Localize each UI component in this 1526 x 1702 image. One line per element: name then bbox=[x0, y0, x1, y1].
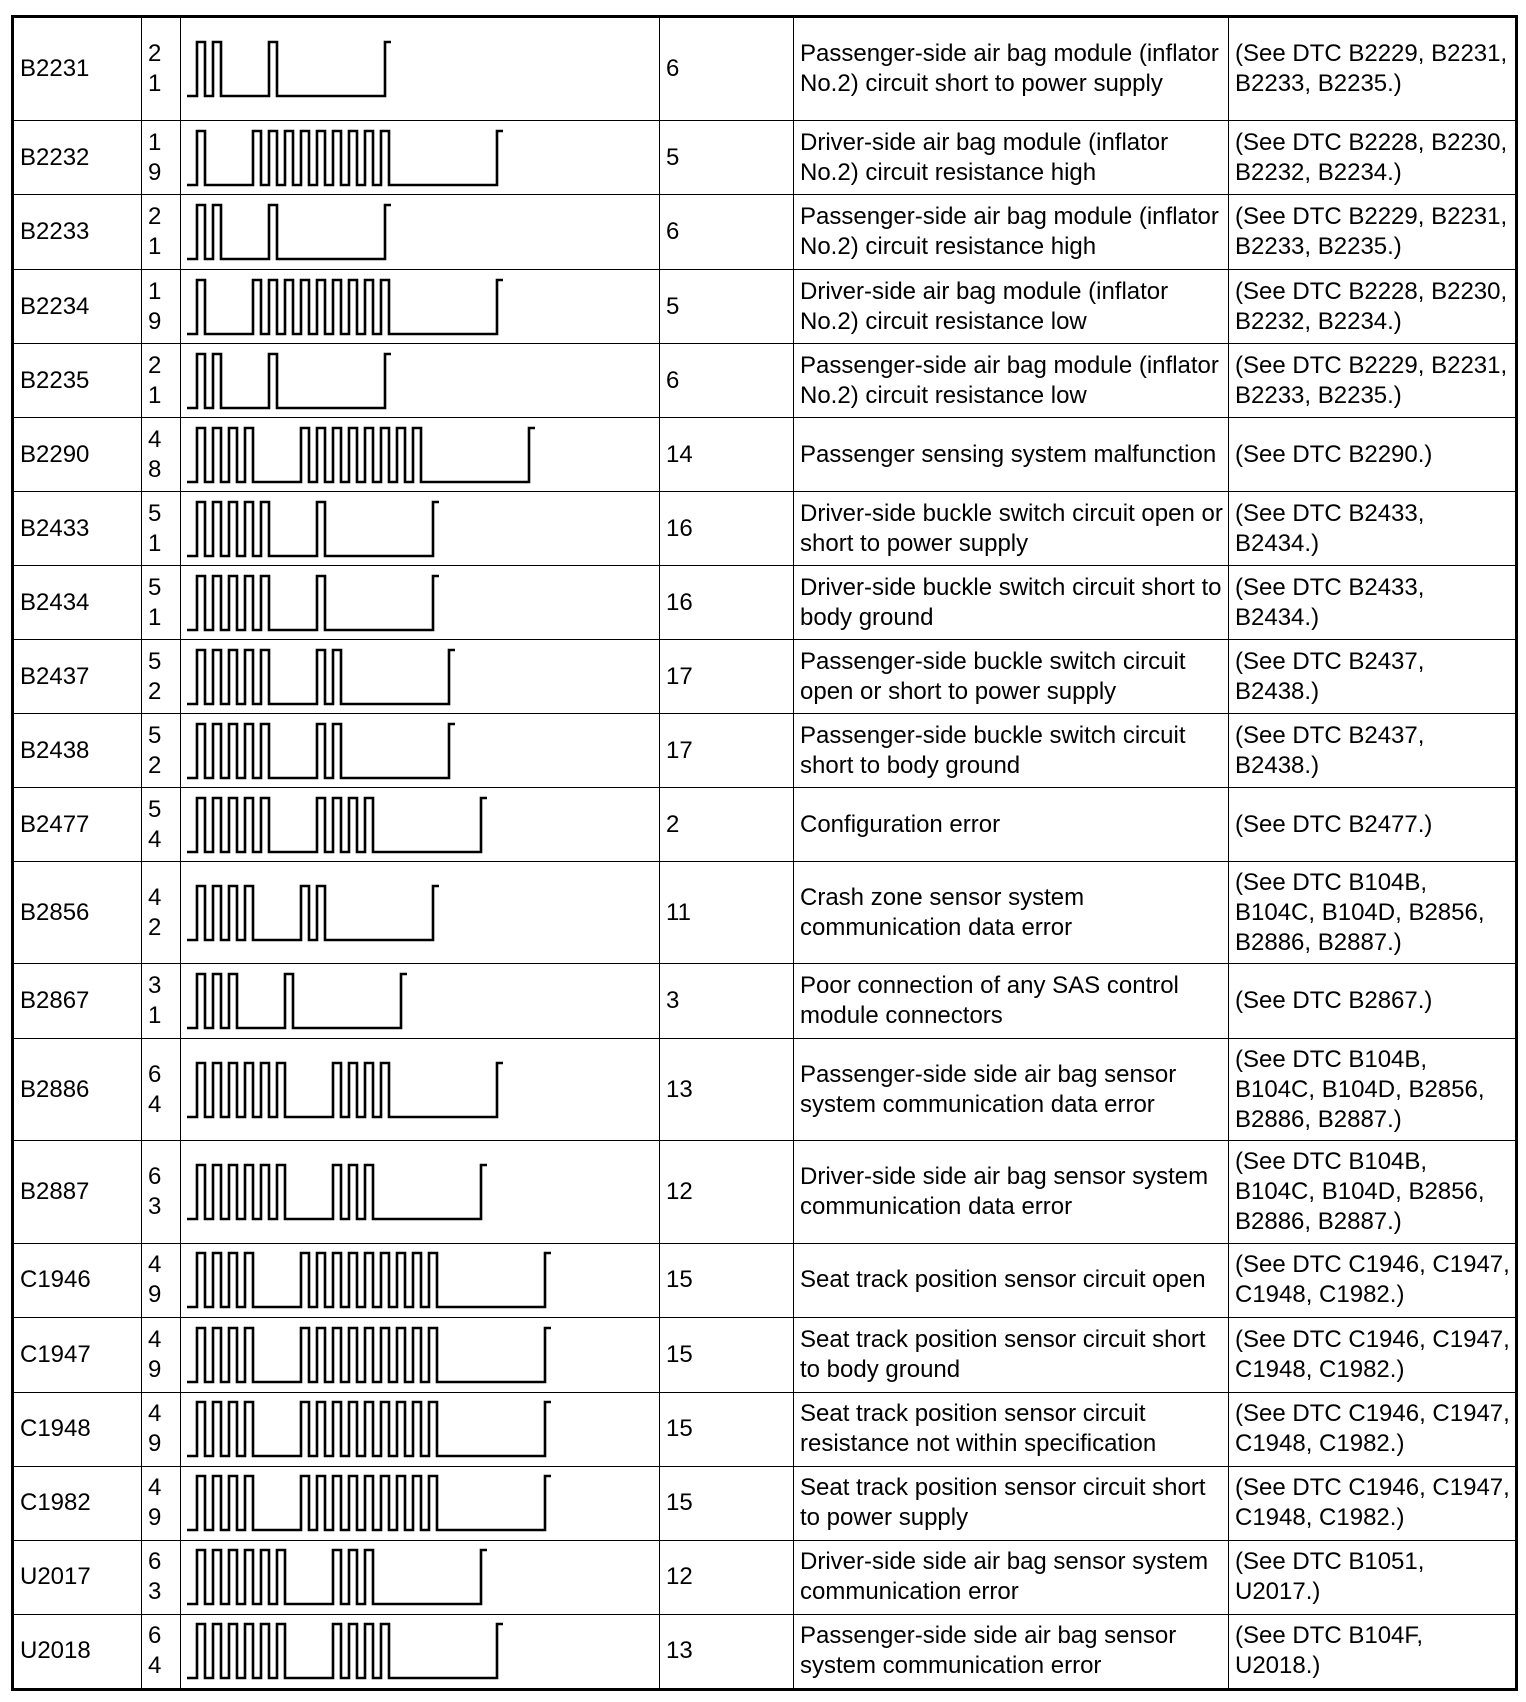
reference-link: (See DTC C1946, C1947, C1948, C1982.) bbox=[1229, 1392, 1517, 1466]
dtc-number: 49 bbox=[142, 1243, 181, 1317]
dtc-number: 52 bbox=[142, 714, 181, 788]
flash-waveform bbox=[187, 1550, 487, 1604]
malfunction-description: Passenger-side side air bag sensor system communication data error bbox=[794, 1039, 1229, 1141]
reference-link: (See DTC C1946, C1947, C1948, C1982.) bbox=[1229, 1317, 1517, 1392]
table-row bbox=[13, 1466, 1517, 1540]
dtc-times: 15 bbox=[660, 1392, 794, 1466]
dtc-number: 63 bbox=[142, 1540, 181, 1614]
flash-pattern bbox=[181, 199, 660, 265]
reference-link: (See DTC B2433, B2434.) bbox=[1229, 566, 1517, 640]
table-row bbox=[13, 788, 1517, 862]
flash-cell bbox=[181, 566, 660, 640]
dtc-times: 13 bbox=[660, 1039, 794, 1141]
flash-pattern bbox=[181, 880, 660, 946]
flash-cell bbox=[181, 17, 660, 121]
dtc-number: 21 bbox=[142, 17, 181, 121]
dtc-code: B2867 bbox=[13, 964, 142, 1039]
table-row bbox=[13, 714, 1517, 788]
reference-link: (See DTC B104B, B104C, B104D, B2856, B2886, B2887.) bbox=[1229, 862, 1517, 964]
flash-waveform bbox=[187, 1624, 503, 1678]
dtc-times: 5 bbox=[660, 270, 794, 344]
table-row bbox=[13, 1540, 1517, 1614]
dtc-code: B2232 bbox=[13, 121, 142, 195]
flash-cell bbox=[181, 788, 660, 862]
flash-pattern bbox=[181, 792, 660, 858]
dtc-number: 19 bbox=[142, 121, 181, 195]
flash-cell bbox=[181, 1466, 660, 1540]
flash-pattern bbox=[181, 1470, 660, 1536]
flash-cell bbox=[181, 1039, 660, 1141]
table-row bbox=[13, 492, 1517, 566]
dtc-times: 16 bbox=[660, 492, 794, 566]
flash-pattern bbox=[181, 1159, 660, 1225]
dtc-code: B2886 bbox=[13, 1039, 142, 1141]
dtc-times: 6 bbox=[660, 195, 794, 270]
dtc-number: 21 bbox=[142, 195, 181, 270]
flash-pattern bbox=[181, 1396, 660, 1462]
dtc-code: C1948 bbox=[13, 1392, 142, 1466]
dtc-code: C1982 bbox=[13, 1466, 142, 1540]
dtc-times: 12 bbox=[660, 1141, 794, 1243]
dtc-code: B2887 bbox=[13, 1141, 142, 1243]
malfunction-description: Crash zone sensor system communication data error bbox=[794, 862, 1229, 964]
flash-pattern bbox=[181, 348, 660, 414]
flash-waveform bbox=[187, 1402, 551, 1456]
dtc-number: 63 bbox=[142, 1141, 181, 1243]
dtc-times: 2 bbox=[660, 788, 794, 862]
table-row bbox=[13, 1392, 1517, 1466]
flash-pattern bbox=[181, 1322, 660, 1388]
dtc-number: 51 bbox=[142, 566, 181, 640]
reference-link: (See DTC B2437, B2438.) bbox=[1229, 714, 1517, 788]
table-row bbox=[13, 1614, 1517, 1689]
dtc-code: C1946 bbox=[13, 1243, 142, 1317]
flash-cell bbox=[181, 862, 660, 964]
dtc-code: B2438 bbox=[13, 714, 142, 788]
flash-pattern bbox=[181, 718, 660, 784]
flash-cell bbox=[181, 1614, 660, 1689]
flash-pattern bbox=[181, 1618, 660, 1684]
flash-pattern bbox=[181, 125, 660, 191]
flash-waveform bbox=[187, 650, 455, 704]
reference-link: (See DTC B1051, U2017.) bbox=[1229, 1540, 1517, 1614]
malfunction-description: Configuration error bbox=[794, 788, 1229, 862]
flash-pattern bbox=[181, 1247, 660, 1313]
flash-pattern bbox=[181, 968, 660, 1034]
table-row bbox=[13, 1317, 1517, 1392]
flash-pattern bbox=[181, 36, 660, 102]
dtc-number: 21 bbox=[142, 344, 181, 418]
dtc-times: 13 bbox=[660, 1614, 794, 1689]
flash-waveform bbox=[187, 1328, 551, 1382]
dtc-times: 5 bbox=[660, 121, 794, 195]
flash-cell bbox=[181, 1317, 660, 1392]
reference-link: (See DTC B2229, B2231, B2233, B2235.) bbox=[1229, 344, 1517, 418]
dtc-code: B2433 bbox=[13, 492, 142, 566]
flash-waveform bbox=[187, 42, 391, 96]
dtc-times: 11 bbox=[660, 862, 794, 964]
table-row bbox=[13, 121, 1517, 195]
reference-link: (See DTC B2229, B2231, B2233, B2235.) bbox=[1229, 195, 1517, 270]
malfunction-description: Passenger-side air bag module (inflator No.2) circuit short to power supply bbox=[794, 17, 1229, 121]
dtc-times: 6 bbox=[660, 17, 794, 121]
table-row bbox=[13, 1243, 1517, 1317]
malfunction-description: Driver-side air bag module (inflator No.2) circuit resistance low bbox=[794, 270, 1229, 344]
flash-cell bbox=[181, 418, 660, 492]
dtc-number: 48 bbox=[142, 418, 181, 492]
dtc-number: 54 bbox=[142, 788, 181, 862]
malfunction-description: Passenger-side side air bag sensor system communication error bbox=[794, 1614, 1229, 1689]
flash-cell bbox=[181, 344, 660, 418]
flash-pattern bbox=[181, 274, 660, 340]
flash-pattern bbox=[181, 1057, 660, 1123]
flash-waveform bbox=[187, 576, 439, 630]
table-row bbox=[13, 17, 1517, 121]
malfunction-description: Driver-side side air bag sensor system communication data error bbox=[794, 1141, 1229, 1243]
reference-link: (See DTC B2229, B2231, B2233, B2235.) bbox=[1229, 17, 1517, 121]
flash-waveform bbox=[187, 886, 439, 940]
flash-pattern bbox=[181, 496, 660, 562]
reference-link: (See DTC B2867.) bbox=[1229, 964, 1517, 1039]
flash-waveform bbox=[187, 131, 503, 185]
table-row bbox=[13, 418, 1517, 492]
dtc-code: U2017 bbox=[13, 1540, 142, 1614]
flash-pattern bbox=[181, 1544, 660, 1610]
flash-pattern bbox=[181, 570, 660, 636]
dtc-number: 31 bbox=[142, 964, 181, 1039]
malfunction-description: Seat track position sensor circuit short to body ground bbox=[794, 1317, 1229, 1392]
reference-link: (See DTC C1946, C1947, C1948, C1982.) bbox=[1229, 1466, 1517, 1540]
flash-cell bbox=[181, 714, 660, 788]
malfunction-description: Passenger-side air bag module (inflator No.2) circuit resistance high bbox=[794, 195, 1229, 270]
flash-waveform bbox=[187, 724, 455, 778]
flash-waveform bbox=[187, 205, 391, 259]
flash-cell bbox=[181, 492, 660, 566]
malfunction-description: Passenger-side air bag module (inflator No.2) circuit resistance low bbox=[794, 344, 1229, 418]
reference-link: (See DTC B104B, B104C, B104D, B2856, B2886, B2887.) bbox=[1229, 1141, 1517, 1243]
malfunction-description: Driver-side buckle switch circuit short to body ground bbox=[794, 566, 1229, 640]
malfunction-description: Driver-side side air bag sensor system communication error bbox=[794, 1540, 1229, 1614]
malfunction-description: Seat track position sensor circuit open bbox=[794, 1243, 1229, 1317]
flash-waveform bbox=[187, 354, 391, 408]
malfunction-description: Passenger sensing system malfunction bbox=[794, 418, 1229, 492]
dtc-times: 17 bbox=[660, 714, 794, 788]
flash-cell bbox=[181, 195, 660, 270]
reference-link: (See DTC B2228, B2230, B2232, B2234.) bbox=[1229, 270, 1517, 344]
flash-pattern bbox=[181, 644, 660, 710]
dtc-number: 52 bbox=[142, 640, 181, 714]
flash-waveform bbox=[187, 1253, 551, 1307]
table-row bbox=[13, 344, 1517, 418]
malfunction-description: Passenger-side buckle switch circuit open or short to power supply bbox=[794, 640, 1229, 714]
flash-cell bbox=[181, 1141, 660, 1243]
flash-waveform bbox=[187, 502, 439, 556]
dtc-number: 42 bbox=[142, 862, 181, 964]
table-row bbox=[13, 964, 1517, 1039]
flash-cell bbox=[181, 1540, 660, 1614]
dtc-times: 6 bbox=[660, 344, 794, 418]
dtc-number: 64 bbox=[142, 1614, 181, 1689]
table-row bbox=[13, 195, 1517, 270]
dtc-times: 12 bbox=[660, 1540, 794, 1614]
dtc-times: 16 bbox=[660, 566, 794, 640]
dtc-code: B2290 bbox=[13, 418, 142, 492]
flash-cell bbox=[181, 270, 660, 344]
flash-cell bbox=[181, 640, 660, 714]
flash-pattern bbox=[181, 422, 660, 488]
dtc-number: 49 bbox=[142, 1392, 181, 1466]
dtc-table bbox=[11, 15, 1518, 1691]
malfunction-description: Seat track position sensor circuit short to power supply bbox=[794, 1466, 1229, 1540]
flash-cell bbox=[181, 1392, 660, 1466]
dtc-number: 49 bbox=[142, 1466, 181, 1540]
dtc-code: U2018 bbox=[13, 1614, 142, 1689]
dtc-code: B2437 bbox=[13, 640, 142, 714]
reference-link: (See DTC B104B, B104C, B104D, B2856, B2886, B2887.) bbox=[1229, 1039, 1517, 1141]
reference-link: (See DTC B2290.) bbox=[1229, 418, 1517, 492]
dtc-code: B2235 bbox=[13, 344, 142, 418]
flash-waveform bbox=[187, 1165, 487, 1219]
reference-link: (See DTC B2437, B2438.) bbox=[1229, 640, 1517, 714]
dtc-times: 14 bbox=[660, 418, 794, 492]
flash-waveform bbox=[187, 798, 487, 852]
malfunction-description: Poor connection of any SAS control module connectors bbox=[794, 964, 1229, 1039]
dtc-times: 15 bbox=[660, 1466, 794, 1540]
table-row bbox=[13, 1141, 1517, 1243]
table-row bbox=[13, 1039, 1517, 1141]
dtc-table-body bbox=[13, 17, 1517, 1690]
dtc-number: 64 bbox=[142, 1039, 181, 1141]
dtc-code: B2856 bbox=[13, 862, 142, 964]
flash-cell bbox=[181, 1243, 660, 1317]
malfunction-description: Driver-side air bag module (inflator No.2) circuit resistance high bbox=[794, 121, 1229, 195]
malfunction-description: Seat track position sensor circuit resistance not within specification bbox=[794, 1392, 1229, 1466]
reference-link: (See DTC B2433, B2434.) bbox=[1229, 492, 1517, 566]
flash-cell bbox=[181, 121, 660, 195]
flash-waveform bbox=[187, 428, 535, 482]
dtc-code: B2477 bbox=[13, 788, 142, 862]
table-row bbox=[13, 566, 1517, 640]
dtc-code: B2434 bbox=[13, 566, 142, 640]
table-row bbox=[13, 862, 1517, 964]
reference-link: (See DTC B2477.) bbox=[1229, 788, 1517, 862]
flash-waveform bbox=[187, 974, 407, 1028]
flash-waveform bbox=[187, 280, 503, 334]
reference-link: (See DTC B2228, B2230, B2232, B2234.) bbox=[1229, 121, 1517, 195]
table-row bbox=[13, 640, 1517, 714]
dtc-code: B2233 bbox=[13, 195, 142, 270]
malfunction-description: Driver-side buckle switch circuit open or short to power supply bbox=[794, 492, 1229, 566]
malfunction-description: Passenger-side buckle switch circuit short to body ground bbox=[794, 714, 1229, 788]
dtc-times: 15 bbox=[660, 1243, 794, 1317]
dtc-code: B2234 bbox=[13, 270, 142, 344]
dtc-times: 17 bbox=[660, 640, 794, 714]
dtc-times: 15 bbox=[660, 1317, 794, 1392]
reference-link: (See DTC B104F, U2018.) bbox=[1229, 1614, 1517, 1689]
dtc-number: 19 bbox=[142, 270, 181, 344]
table-row bbox=[13, 270, 1517, 344]
reference-link: (See DTC C1946, C1947, C1948, C1982.) bbox=[1229, 1243, 1517, 1317]
dtc-code: C1947 bbox=[13, 1317, 142, 1392]
dtc-times: 3 bbox=[660, 964, 794, 1039]
flash-cell bbox=[181, 964, 660, 1039]
dtc-number: 51 bbox=[142, 492, 181, 566]
flash-waveform bbox=[187, 1063, 503, 1117]
dtc-code: B2231 bbox=[13, 17, 142, 121]
flash-waveform bbox=[187, 1476, 551, 1530]
dtc-number: 49 bbox=[142, 1317, 181, 1392]
